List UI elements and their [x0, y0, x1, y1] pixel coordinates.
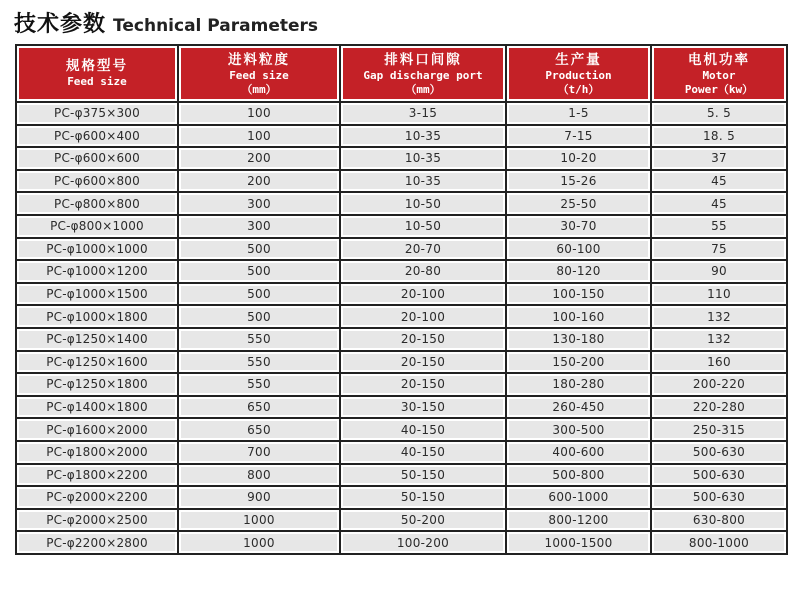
- value-cell: 18. 5: [651, 125, 787, 148]
- column-header-zh: 生产量: [555, 51, 602, 68]
- value-cell: 1000: [178, 531, 340, 554]
- value-cell: 500: [178, 260, 340, 283]
- model-cell: PC-φ1600×2000: [16, 418, 178, 441]
- value-cell: 100-150: [506, 283, 651, 306]
- table-row: [16, 102, 787, 125]
- value-cell: 200: [178, 170, 340, 193]
- value-cell: 45: [651, 170, 787, 193]
- value-cell: 500-800: [506, 464, 651, 487]
- value-cell: 1000: [178, 509, 340, 532]
- value-cell: 250-315: [651, 418, 787, 441]
- value-cell: 20-100: [340, 305, 506, 328]
- value-cell: 500: [178, 238, 340, 261]
- model-cell: PC-φ800×1000: [16, 215, 178, 238]
- model-cell: PC-φ1250×1400: [16, 328, 178, 351]
- table-row: [16, 215, 787, 238]
- table-row: [16, 373, 787, 396]
- model-cell: PC-φ2000×2500: [16, 509, 178, 532]
- value-cell: 200-220: [651, 373, 787, 396]
- value-cell: 100-200: [340, 531, 506, 554]
- model-cell: PC-φ1250×1600: [16, 351, 178, 374]
- value-cell: 3-15: [340, 102, 506, 125]
- table-row: [16, 328, 787, 351]
- model-cell: PC-φ600×600: [16, 147, 178, 170]
- column-header-motor-power: [651, 45, 787, 102]
- value-cell: 25-50: [506, 192, 651, 215]
- value-cell: 550: [178, 351, 340, 374]
- value-cell: 900: [178, 486, 340, 509]
- column-header-en: Feed size: [229, 68, 289, 82]
- table-row: [16, 260, 787, 283]
- value-cell: 800-1000: [651, 531, 787, 554]
- value-cell: 90: [651, 260, 787, 283]
- table-row: [16, 418, 787, 441]
- column-header-unit: Power（kw）: [684, 82, 754, 96]
- column-header-feed-size: [178, 45, 340, 102]
- model-cell: PC-φ375×300: [16, 102, 178, 125]
- value-cell: 10-20: [506, 147, 651, 170]
- value-cell: 60-100: [506, 238, 651, 261]
- value-cell: 5. 5: [651, 102, 787, 125]
- value-cell: 400-600: [506, 441, 651, 464]
- table-row: [16, 147, 787, 170]
- table-row: [16, 486, 787, 509]
- value-cell: 20-70: [340, 238, 506, 261]
- value-cell: 40-150: [340, 441, 506, 464]
- value-cell: 132: [651, 305, 787, 328]
- value-cell: 75: [651, 238, 787, 261]
- value-cell: 50-150: [340, 486, 506, 509]
- model-cell: PC-φ600×800: [16, 170, 178, 193]
- page-title-en: Technical Parameters: [113, 16, 319, 36]
- table-row: [16, 531, 787, 554]
- value-cell: 500: [178, 305, 340, 328]
- table-row: [16, 396, 787, 419]
- column-header-model: [16, 45, 178, 102]
- value-cell: 800-1200: [506, 509, 651, 532]
- page-title: [0, 0, 800, 44]
- value-cell: 110: [651, 283, 787, 306]
- value-cell: 1000-1500: [506, 531, 651, 554]
- value-cell: 500: [178, 283, 340, 306]
- value-cell: 300: [178, 215, 340, 238]
- value-cell: 150-200: [506, 351, 651, 374]
- table-row: [16, 464, 787, 487]
- model-cell: PC-φ1000×1800: [16, 305, 178, 328]
- value-cell: 100-160: [506, 305, 651, 328]
- value-cell: 132: [651, 328, 787, 351]
- value-cell: 20-80: [340, 260, 506, 283]
- model-cell: PC-φ2000×2200: [16, 486, 178, 509]
- model-cell: PC-φ1000×1500: [16, 283, 178, 306]
- value-cell: 7-15: [506, 125, 651, 148]
- value-cell: 500-630: [651, 441, 787, 464]
- model-cell: PC-φ1000×1000: [16, 238, 178, 261]
- value-cell: 20-150: [340, 351, 506, 374]
- column-header-unit: （mm）: [405, 82, 441, 96]
- value-cell: 40-150: [340, 418, 506, 441]
- value-cell: 1-5: [506, 102, 651, 125]
- table-row: [16, 238, 787, 261]
- model-cell: PC-φ1800×2200: [16, 464, 178, 487]
- page-title-zh: 技术参数: [14, 12, 107, 37]
- value-cell: 30-150: [340, 396, 506, 419]
- value-cell: 20-150: [340, 328, 506, 351]
- table-row: [16, 170, 787, 193]
- parameters-table: [15, 44, 788, 555]
- column-header-unit: （t/h）: [557, 82, 600, 96]
- column-header-zh: 电机功率: [688, 51, 750, 68]
- column-header-zh: 规格型号: [66, 58, 128, 74]
- value-cell: 500-630: [651, 486, 787, 509]
- value-cell: 50-200: [340, 509, 506, 532]
- table-row: [16, 305, 787, 328]
- table-row: [16, 192, 787, 215]
- value-cell: 550: [178, 328, 340, 351]
- value-cell: 20-100: [340, 283, 506, 306]
- value-cell: 10-50: [340, 192, 506, 215]
- value-cell: 160: [651, 351, 787, 374]
- table-row: [16, 351, 787, 374]
- value-cell: 200: [178, 147, 340, 170]
- table-row: [16, 509, 787, 532]
- value-cell: 260-450: [506, 396, 651, 419]
- value-cell: 10-35: [340, 147, 506, 170]
- value-cell: 300-500: [506, 418, 651, 441]
- model-cell: PC-φ600×400: [16, 125, 178, 148]
- value-cell: 10-35: [340, 170, 506, 193]
- model-cell: PC-φ1000×1200: [16, 260, 178, 283]
- value-cell: 20-150: [340, 373, 506, 396]
- model-cell: PC-φ800×800: [16, 192, 178, 215]
- value-cell: 10-35: [340, 125, 506, 148]
- column-header-zh: 排料口间隙: [384, 51, 462, 68]
- value-cell: 30-70: [506, 215, 651, 238]
- value-cell: 650: [178, 418, 340, 441]
- value-cell: 10-50: [340, 215, 506, 238]
- column-header-en: Gap discharge port: [363, 68, 483, 82]
- value-cell: 50-150: [340, 464, 506, 487]
- model-cell: PC-φ2200×2800: [16, 531, 178, 554]
- value-cell: 500-630: [651, 464, 787, 487]
- value-cell: 80-120: [506, 260, 651, 283]
- value-cell: 130-180: [506, 328, 651, 351]
- model-cell: PC-φ1800×2000: [16, 441, 178, 464]
- column-header-gap-discharge: [340, 45, 506, 102]
- value-cell: 550: [178, 373, 340, 396]
- value-cell: 100: [178, 125, 340, 148]
- value-cell: 600-1000: [506, 486, 651, 509]
- model-cell: PC-φ1400×1800: [16, 396, 178, 419]
- column-header-production: [506, 45, 651, 102]
- model-cell: PC-φ1250×1800: [16, 373, 178, 396]
- column-header-unit: （mm）: [241, 82, 277, 96]
- table-row: [16, 283, 787, 306]
- column-header-en: Motor: [702, 68, 736, 82]
- value-cell: 650: [178, 396, 340, 419]
- value-cell: 300: [178, 192, 340, 215]
- value-cell: 800: [178, 464, 340, 487]
- table-body: [16, 102, 787, 554]
- value-cell: 55: [651, 215, 787, 238]
- value-cell: 220-280: [651, 396, 787, 419]
- value-cell: 37: [651, 147, 787, 170]
- table-header-row: [16, 45, 787, 102]
- value-cell: 700: [178, 441, 340, 464]
- value-cell: 15-26: [506, 170, 651, 193]
- value-cell: 630-800: [651, 509, 787, 532]
- column-header-en: Production: [545, 68, 612, 82]
- table-row: [16, 125, 787, 148]
- column-header-zh: 进料粒度: [228, 51, 290, 68]
- table-row: [16, 441, 787, 464]
- column-header-en: Feed size: [67, 75, 127, 88]
- value-cell: 45: [651, 192, 787, 215]
- value-cell: 100: [178, 102, 340, 125]
- value-cell: 180-280: [506, 373, 651, 396]
